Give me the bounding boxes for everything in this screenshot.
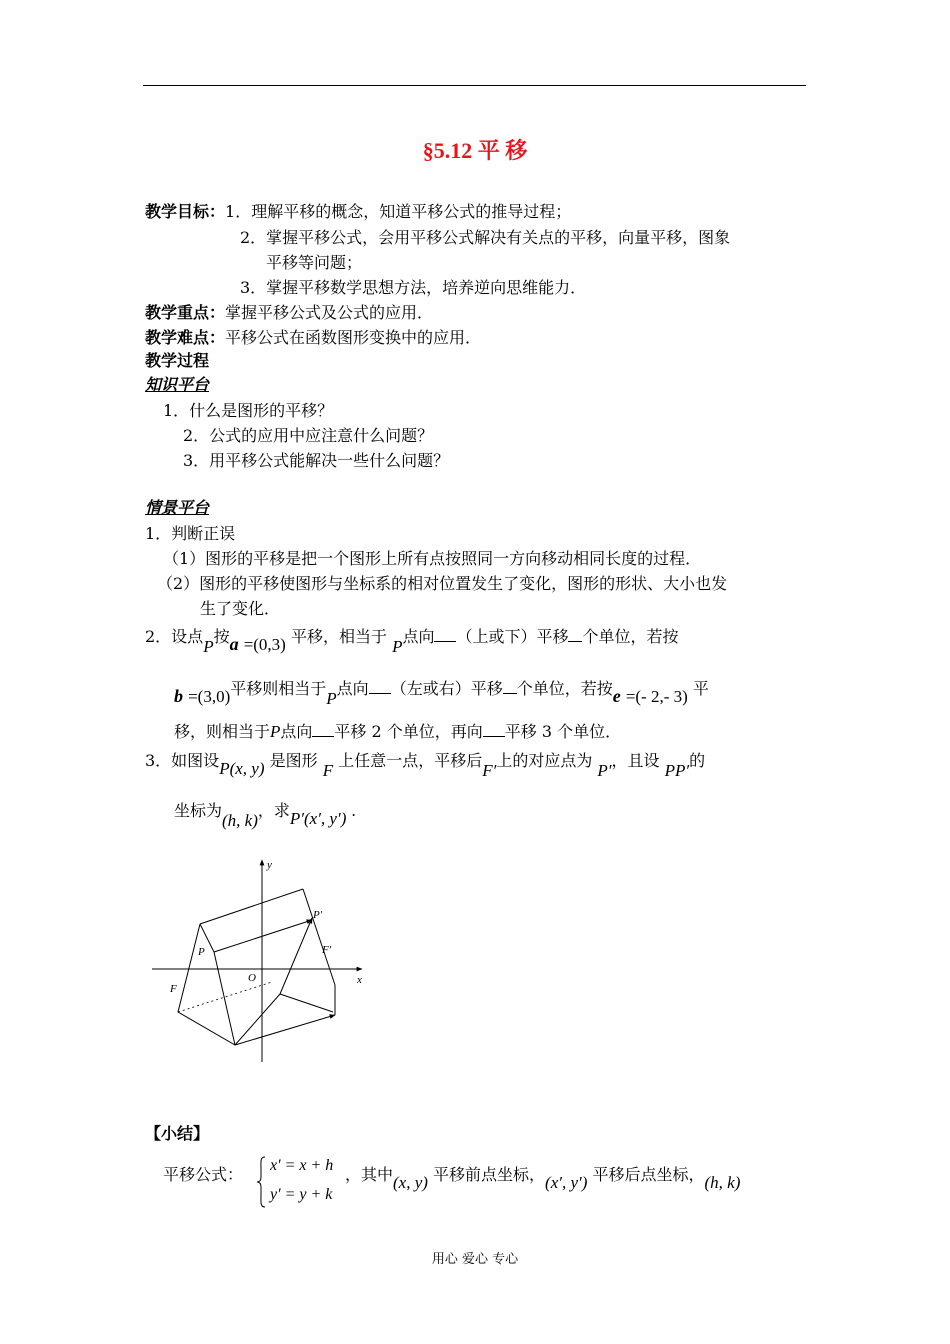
answer-blank[interactable]	[568, 629, 582, 642]
math-P-xy: P(x, y)	[219, 759, 265, 778]
text: 点向	[402, 627, 435, 646]
math-x-prime-y-prime: (x′, y′)	[545, 1173, 588, 1192]
text: 上任意一点，平移后	[338, 751, 483, 770]
scene-item-3-line-2	[174, 800, 356, 830]
math-P: P	[270, 722, 281, 741]
answer-blank[interactable]	[312, 724, 334, 737]
translation-figure	[148, 852, 380, 1068]
objective-2-cont: 平移等问题；	[266, 253, 363, 272]
vector-a: a	[229, 634, 239, 654]
label-x: x	[357, 974, 362, 986]
summary-label: 平移公式：	[163, 1165, 244, 1184]
text: 按	[213, 627, 230, 646]
summary-heading: 【小结】	[145, 1126, 210, 1143]
page-footer: 用心 爱心 专心	[431, 1252, 519, 1267]
figure-F-prime-edge	[280, 994, 333, 1012]
text: 平移前点坐标，	[433, 1165, 546, 1184]
scene-item-2-line-3	[174, 721, 621, 743]
knowledge-question-1: 1．什么是图形的平移？	[163, 401, 334, 420]
text: 个单位，若按	[516, 679, 613, 698]
knowledge-question-3: 3．用平移公式能解决一些什么问题？	[183, 451, 450, 470]
summary-text	[345, 1164, 741, 1192]
vector-a-value: =(0,3)	[243, 635, 286, 654]
answer-blank[interactable]	[434, 629, 456, 642]
vector-b-value: =(3,0)	[188, 687, 231, 706]
key-point-text: 掌握平移公式及公式的应用．	[225, 303, 434, 322]
math-xy: (x, y)	[393, 1173, 428, 1192]
scene-item-2-line-2	[174, 677, 709, 708]
text: 平移后点坐标，	[592, 1165, 705, 1184]
scene-item-3-line-1	[145, 750, 706, 780]
text: ，其中	[345, 1165, 394, 1184]
label-y: y	[267, 859, 272, 871]
math-P: P	[392, 637, 403, 656]
equation-y: y′ = y + k	[270, 1186, 333, 1203]
text: ，求	[257, 801, 290, 820]
text: 平	[692, 679, 709, 698]
text: ，且设	[611, 751, 660, 770]
connector-top	[200, 889, 303, 924]
objectives-label: 教学目标：	[145, 204, 226, 221]
objective-3: 3．掌握平移数学思想方法，培养逆向思维能力．	[240, 278, 587, 297]
knowledge-heading: 知识平台	[145, 377, 210, 394]
text: 平移 3 个单位．	[504, 722, 622, 741]
objectives-line-1	[145, 201, 571, 224]
math-F-prime: F′	[482, 761, 497, 780]
text: 坐标为	[174, 801, 223, 820]
difficulty-line	[145, 327, 481, 350]
answer-blank[interactable]	[503, 681, 517, 694]
math-P: P	[203, 637, 214, 656]
text: 平移，相当于	[290, 627, 387, 646]
answer-blank[interactable]	[369, 681, 391, 694]
text: （左或右）平移	[390, 679, 503, 698]
text: 上的对应点为	[496, 751, 593, 770]
math-PP-prime: PP′	[664, 761, 690, 780]
text: 点向	[280, 722, 313, 741]
text: （上或下）平移	[456, 627, 569, 646]
text: 平移 2 个单位，再向	[334, 722, 483, 741]
label-O: O	[248, 972, 256, 984]
answer-blank[interactable]	[483, 724, 505, 737]
vector-e: e	[612, 686, 621, 706]
math-F: F	[322, 761, 334, 780]
scene-item-2-line-1	[145, 625, 679, 656]
text: 的	[689, 751, 706, 770]
scene-item-1b-cont: 生了变化．	[200, 599, 281, 618]
text: 个单位，若按	[582, 627, 679, 646]
math-P-prime-xy: P′(x′, y′)	[289, 809, 347, 828]
process-heading: 教学过程	[145, 353, 210, 370]
label-P: P	[198, 946, 205, 958]
equation-brace	[256, 1156, 266, 1208]
figure-F-prime	[303, 889, 335, 985]
connector-bottom	[235, 1015, 335, 1045]
vector-PP-prime	[214, 920, 312, 952]
header-rule	[143, 85, 806, 86]
key-point-label: 教学重点：	[145, 305, 226, 322]
math-hk: (h, k)	[222, 811, 258, 830]
objective-2: 2．掌握平移公式，会用平移公式解决有关点的平移，向量平移，图象	[240, 228, 731, 247]
scene-item-1b: （2）图形的平移使图形与坐标系的相对位置发生了变化，图形的形状、大小也发	[157, 574, 728, 593]
text: 移，则相当于	[174, 722, 271, 741]
text: 平移则相当于	[230, 679, 327, 698]
difficulty-label: 教学难点：	[145, 330, 226, 347]
objective-1: 1．理解平移的概念，知道平移公式的推导过程；	[225, 202, 572, 221]
label-F: F	[170, 983, 177, 995]
knowledge-question-2: 2．公式的应用中应注意什么问题？	[183, 426, 434, 445]
text: .	[351, 801, 356, 820]
label-F-prime: F′	[322, 944, 332, 956]
scene-item-1: 1．判断正误	[145, 524, 236, 543]
math-hk: (h, k)	[704, 1173, 741, 1192]
math-P: P	[326, 689, 337, 708]
page-title: §5.12 平 移	[422, 138, 528, 163]
scene-heading: 情景平台	[145, 500, 210, 517]
equation-x: x′ = x + h	[270, 1157, 334, 1174]
text: 点向	[336, 679, 369, 698]
vector-b: b	[174, 686, 183, 706]
scene-item-1a: （1）图形的平移是把一个图形上所有点按照同一方向移动相同长度的过程．	[163, 549, 702, 568]
text: 是图形	[269, 751, 318, 770]
difficulty-text: 平移公式在函数图形变换中的应用．	[225, 328, 482, 347]
math-P-prime: P′	[597, 761, 612, 780]
label-P-prime: P′	[313, 909, 323, 921]
figure-F-edge	[214, 952, 235, 1045]
connector-hidden	[178, 982, 272, 1012]
vector-e-value: =(- 2,- 3)	[625, 687, 688, 706]
key-point-line	[145, 302, 433, 325]
text: 2．设点	[145, 627, 204, 646]
text: 3．如图设	[145, 751, 220, 770]
